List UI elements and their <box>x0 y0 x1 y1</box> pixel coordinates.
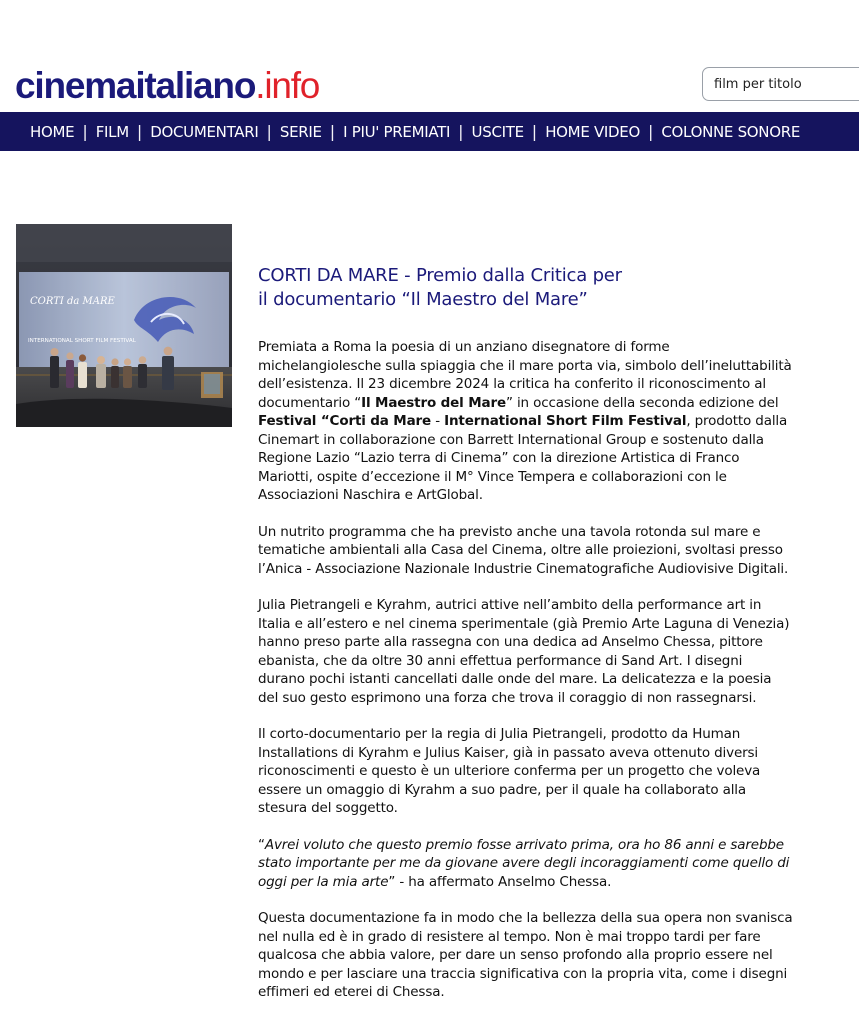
article-paragraph-6: Questa documentazione fa in modo che la bellezza della sua opera non svanisca nel nulla ed è in grado di resistere al tempo. Non è mai troppo tardi per fare qualcosa che abbia valore, per dare un senso profondo alla proprio essere nel mondo e per lasciare una traccia significativa con la propria vita, come i disegni effimeri ed eterei di Chessa. <box>258 910 793 1000</box>
search-input[interactable] <box>703 68 859 100</box>
quote-text: Avrei voluto che questo premio fosse arrivato prima, ora ho 86 anni e sarebbe stato importante per me da giovane avere degli incoraggiamenti come quello di oggi per la mia arte <box>258 836 790 890</box>
p1-text-1: Premiata a Roma la poesia di un anziano disegnatore di forme michelangiolesche sulla spiaggia che il mare porta via, simbolo dell’ineluttabilità dell’esistenza. Il 23 dicembre 2024 la critica ha conferito il riconoscimento al documentario “ <box>258 339 792 411</box>
nav-separator: | <box>329 122 336 141</box>
p1-text-3: - <box>431 413 445 429</box>
article-paragraph-quote <box>258 836 793 892</box>
nav-separator: | <box>136 122 143 141</box>
article-paragraph-3: Julia Pietrangeli e Kyrahm, autrici attive nell’ambito della performance art in Italia e all’estero e nel cinema sperimentale (già Premio Arte Laguna di Venezia) hanno preso parte alla rassegna con una dedica ad Anselmo Chessa, pittore ebanista, che da oltre 30 anni effettua performance di Sand Art. I disegni durano pochi istanti cancellati dalle onde del mare. La delicatezza e la poesia del suo gesto esprimono una forza che trova il coraggio di non rassegnarsi. <box>258 597 790 706</box>
article-title <box>258 264 793 312</box>
quote-open: “ <box>258 836 265 853</box>
nav-item-uscite[interactable]: USCITE <box>471 122 524 141</box>
article-title-line-1: CORTI DA MARE - Premio dalla Critica per <box>258 265 622 286</box>
logo-main-text: cinemaitaliano <box>15 65 256 106</box>
nav-item-film[interactable]: FILM <box>95 122 129 141</box>
main-nav <box>0 112 859 151</box>
nav-item-documentari[interactable]: DOCUMENTARI <box>150 122 259 141</box>
nav-item-premiati[interactable]: I PIU' PREMIATI <box>343 122 451 141</box>
nav-separator: | <box>531 122 538 141</box>
logo-tld-text: .info <box>255 65 320 106</box>
search-box <box>702 67 859 101</box>
article-paragraph-2: Un nutrito programma che ha previsto anche una tavola rotonda sul mare e tematiche ambientali alla Casa del Cinema, oltre alle proiezioni, svoltasi presso l’Anica - Associazione Nazionale Industrie Cinematografiche Audiovisive Digitali. <box>258 523 789 577</box>
article-title-line-2: il documentario “Il Maestro del Mare” <box>258 289 588 310</box>
article-paragraph-4: Il corto-documentario per la regia di Julia Pietrangeli, prodotto da Human Installations di Kyrahm e Julius Kaiser, già in passato aveva ottenuto diversi riconoscimenti e questo è un ulteriore conferma per un progetto che voleva essere un omaggio di Kyrahm a suo padre, per il quale ha collaborato alla stesura del soggetto. <box>258 726 761 816</box>
p1-bold-title: Il Maestro del Mare <box>361 394 506 411</box>
p1-bold-festival-name: International Short Film Festival <box>444 413 687 429</box>
nav-separator: | <box>82 122 88 141</box>
nav-item-serie[interactable]: SERIE <box>279 122 322 141</box>
nav-separator: | <box>266 122 272 141</box>
p1-bold-festival: Festival “Corti da Mare <box>258 413 432 429</box>
article <box>258 264 793 1020</box>
site-logo[interactable] <box>15 64 319 108</box>
article-paragraph-1 <box>258 338 793 505</box>
p1-text-4: , prodotto dalla Cinemart in collaborazione con Barrett International Group e sostenuto dalla Regione Lazio “Lazio terra di Cinema” con la direzione Artistica di Franco Mariotti, ospite d’eccezione il M° Vince Tempera e collaborazioni con le Associazioni Naschira e ArtGlobal. <box>258 413 788 503</box>
nav-item-home[interactable]: HOME <box>30 122 75 141</box>
nav-item-colonne-sonore[interactable]: COLONNE SONORE <box>661 122 801 141</box>
photo-screen-subtitle: INTERNATIONAL SHORT FILM FESTIVAL <box>28 338 136 344</box>
nav-item-home-video[interactable]: HOME VIDEO <box>545 122 640 141</box>
article-photo[interactable] <box>16 224 232 427</box>
quote-attribution: ” - ha affermato Anselmo Chessa. <box>388 873 612 890</box>
p1-text-2: ” in occasione della seconda edizione del <box>505 394 779 411</box>
nav-separator: | <box>458 122 464 141</box>
nav-separator: | <box>647 122 654 141</box>
photo-screen-title: CORTI da MARE <box>30 296 115 307</box>
